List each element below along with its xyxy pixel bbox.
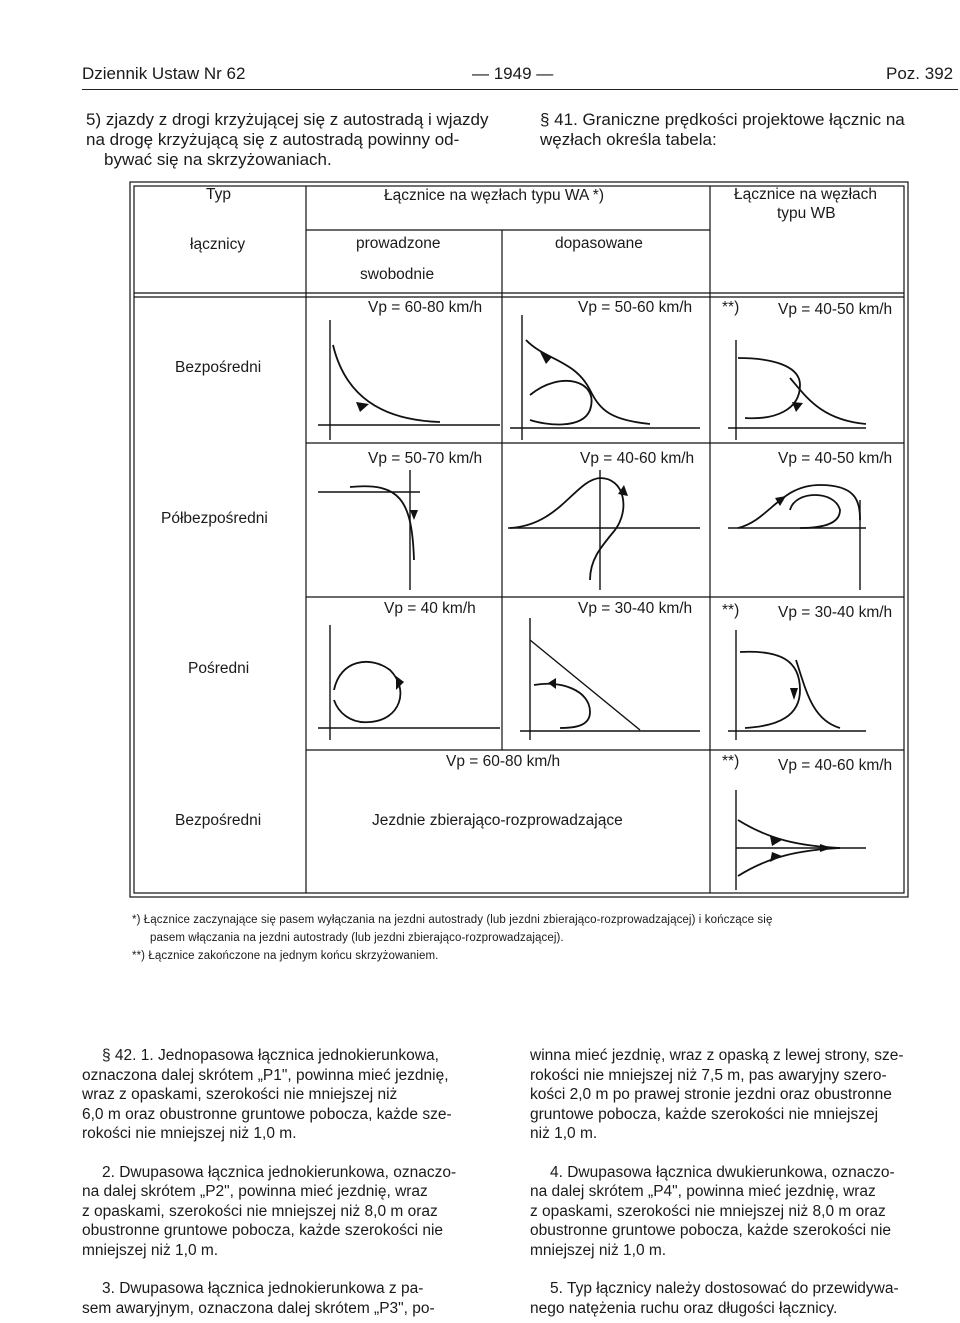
paragraph-line: sem awaryjnym, oznaczona dalej skrótem „P3", po-	[82, 1299, 435, 1317]
footnote-2: **) Łącznice zakończone na jednym końcu skrzyżowaniem.	[132, 950, 439, 962]
paragraph-line: gruntowe pobocza, każde szerokości nie mniejszej	[530, 1105, 879, 1123]
paragraph-line: rokości nie mniejszej niż 1,0 m.	[82, 1125, 297, 1142]
intro-left-line: bywać się na skrzyżowaniach.	[104, 150, 332, 169]
row1-mark: **)	[722, 299, 740, 316]
paragraph-line: z opaskami, szerokości nie mniejszej niż 8,0 m oraz	[82, 1202, 438, 1220]
row3-speed-a: Vp = 40 km/h	[384, 600, 476, 617]
paragraph-line: obustronne gruntowe pobocza, każde szerokości nie	[82, 1222, 444, 1239]
paragraph-line: winna mieć jezdnię, wraz z opaską z lewej strony, sze-	[530, 1047, 904, 1064]
row4-label-ab: Jezdnie zbierająco-rozprowadzające	[372, 812, 623, 829]
footnote-1: *) Łącznice zaczynające się pasem wyłączania na jezdni autostrady (lub jezdni zbierająco-rozprowadzającej) i kończące się	[132, 914, 773, 926]
row3-speed-b: Vp = 30-40 km/h	[578, 600, 693, 617]
body-right-col	[530, 1046, 958, 1318]
header-year: — 1949 —	[472, 64, 554, 83]
paragraph-42-3-cont	[530, 1046, 958, 1144]
head-wb-title-1: Łącznice na węzłach	[734, 186, 878, 203]
paragraph-42-5	[530, 1279, 958, 1318]
head-wb-title-2: typu WB	[777, 205, 836, 222]
diagram-direct-free	[318, 320, 500, 440]
footnote-1-cont: pasem włączania na jezdni autostrady (lub jezdni zbierająco-rozprowadzającej).	[150, 932, 564, 944]
row3-type: Pośredni	[188, 660, 250, 677]
row1-speed-a: Vp = 60-80 km/h	[368, 299, 483, 316]
diagram-collector-wb	[736, 790, 866, 890]
intro-right-line: § 41. Graniczne prędkości projektowe łącznic na	[540, 110, 905, 129]
row4-type: Bezpośredni	[175, 812, 262, 829]
paragraph-line: mniejszej niż 1,0 m.	[82, 1241, 219, 1259]
diagram-indirect-wb	[728, 630, 866, 740]
paragraph-line: § 42. 1. Jednopasowa łącznica jednokierunkowa,	[102, 1047, 439, 1064]
diagram-indirect-free	[318, 625, 500, 740]
diagram-indirect-matched	[520, 618, 700, 740]
head-wa-title: Łącznice na węzłach typu WA *)	[384, 187, 604, 204]
paragraph-line: kości 2,0 m po prawej stronie jezdni oraz obustronne	[530, 1086, 892, 1103]
row4-speed-c: Vp = 40-60 km/h	[778, 757, 893, 774]
row1-speed-c: Vp = 40-50 km/h	[778, 301, 893, 318]
footnotes	[132, 911, 960, 965]
diagram-semi-wb	[728, 485, 866, 590]
row1-type: Bezpośredni	[175, 359, 262, 376]
paragraph-line: niż 1,0 m.	[530, 1125, 598, 1142]
header-journal: Dziennik Ustaw Nr 62	[82, 64, 246, 83]
row2-speed-c: Vp = 40-50 km/h	[778, 450, 893, 467]
head-dopasowane: dopasowane	[555, 235, 643, 252]
paragraph-42-2	[82, 1163, 508, 1261]
paragraph-line: na dalej skrótem „P2", powinna mieć jezdnię, wraz	[82, 1183, 428, 1200]
body-left-col	[82, 1046, 508, 1318]
paragraph-42-1	[82, 1046, 508, 1144]
head-prowadzone: prowadzone	[356, 235, 441, 252]
intro-right-line: węzłach określa tabela:	[540, 130, 717, 149]
intro-left-line: na drogę krzyżującą się z autostradą powinny od-	[86, 130, 460, 149]
paragraph-line: nego natężenia ruchu oraz długości łącznicy.	[530, 1299, 838, 1317]
paragraph-42-3	[82, 1279, 508, 1318]
paragraph-line: 3. Dwupasowa łącznica jednokierunkowa z pa-	[102, 1280, 424, 1297]
row2-type: Półbezpośredni	[161, 510, 268, 527]
row4-speed-ab: Vp = 60-80 km/h	[446, 753, 561, 770]
head-typ: Typ	[206, 186, 231, 203]
paragraph-line: rokości nie mniejszej niż 7,5 m, pas awaryjny szero-	[530, 1066, 887, 1084]
paragraph-line: obustronne gruntowe pobocza, każde szerokości nie	[530, 1222, 892, 1239]
row2-speed-a: Vp = 50-70 km/h	[368, 450, 483, 467]
table-frame	[130, 182, 908, 897]
head-lacznicy: łącznicy	[190, 236, 246, 253]
header-position: Poz. 392	[886, 64, 954, 83]
row1-speed-b: Vp = 50-60 km/h	[578, 299, 693, 316]
paragraph-line: 2. Dwupasowa łącznica jednokierunkowa, oznaczo-	[102, 1163, 457, 1181]
row2-speed-b: Vp = 40-60 km/h	[580, 450, 695, 467]
paragraph-line: 4. Dwupasowa łącznica dwukierunkowa, oznaczo-	[550, 1163, 895, 1181]
table-frame-inner	[134, 186, 904, 893]
diagram-semi-matched	[508, 470, 700, 590]
paragraph-line: mniejszej niż 1,0 m.	[530, 1241, 667, 1259]
row3-speed-c: Vp = 30-40 km/h	[778, 604, 893, 621]
paragraph-42-4	[530, 1163, 958, 1261]
paragraph-line: na dalej skrótem „P4", powinna mieć jezdnię, wraz	[530, 1183, 876, 1200]
paragraph-line: oznaczona dalej skrótem „P1", powinna mieć jezdnię,	[82, 1066, 449, 1084]
paragraph-line: wraz z opaskami, szerokości nie mniejszej niż	[82, 1086, 398, 1103]
paragraph-line: 6,0 m oraz obustronne gruntowe pobocza, każde sze-	[82, 1105, 452, 1123]
intro-left-line: 5) zjazdy z drogi krzyżującej się z autostradą i wjazdy	[86, 110, 489, 129]
diagram-direct-matched	[510, 315, 700, 440]
row4-mark: **)	[722, 753, 740, 770]
diagram-semi-free	[318, 470, 420, 590]
head-swobodnie: swobodnie	[360, 266, 435, 283]
diagram-direct-wb	[728, 340, 866, 440]
paragraph-line: z opaskami, szerokości nie mniejszej niż 8,0 m oraz	[530, 1202, 886, 1220]
paragraph-line: 5. Typ łącznicy należy dostosować do przewidywa-	[550, 1280, 899, 1297]
row3-mark: **)	[722, 602, 740, 619]
